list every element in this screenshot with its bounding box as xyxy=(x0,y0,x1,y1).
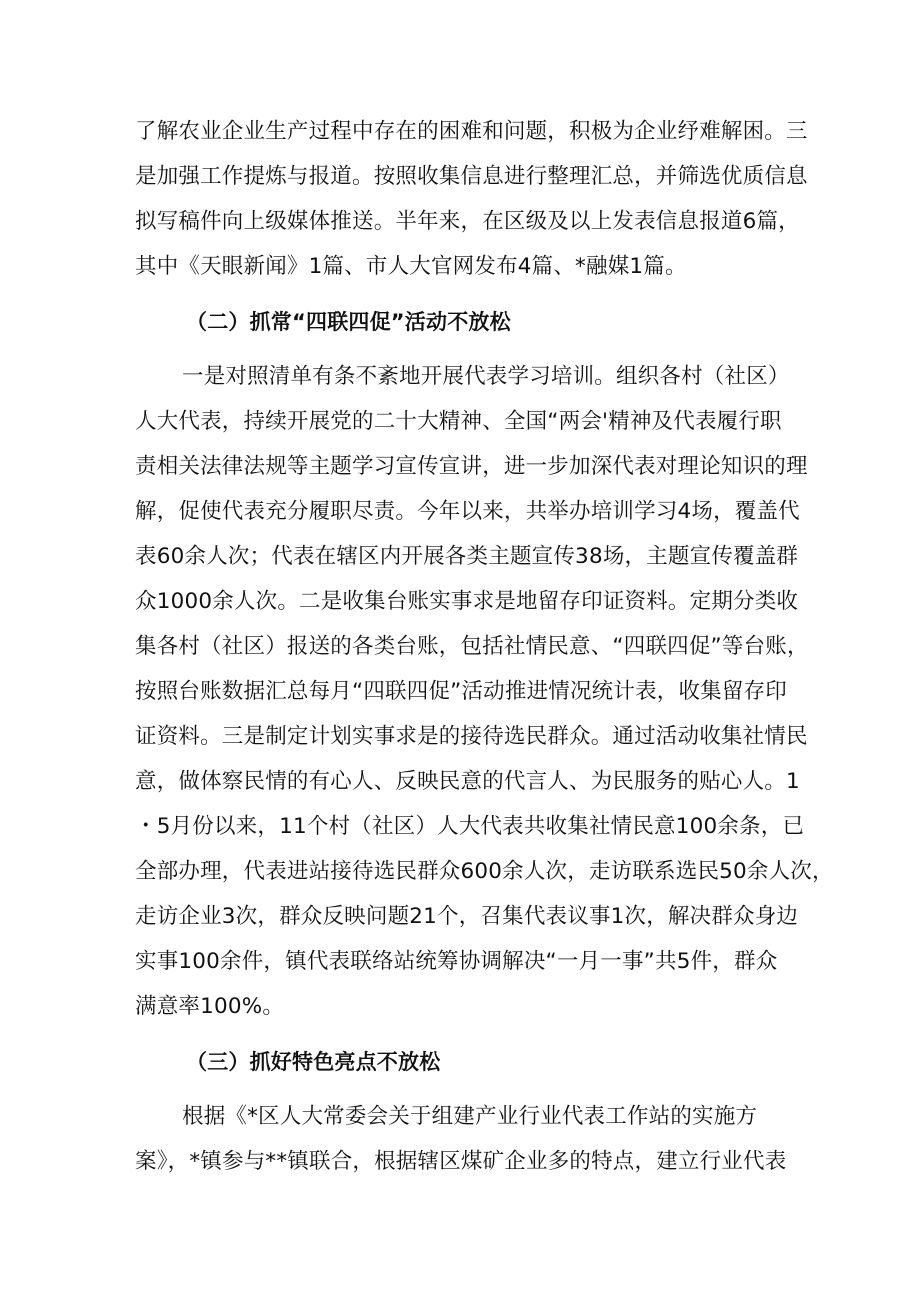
section-heading-2: （二）抓常“四联四促”活动不放松 xyxy=(186,310,511,334)
paragraph-2-line-15: 满意率100%。 xyxy=(135,994,285,1019)
paragraph-2-line-12: 全部办理，代表进站接待选民群众600余人次，走访联系选民50余人次， xyxy=(135,859,834,884)
paragraph-3-line-2: 案》，*镇参与**镇联合，根据辖区煤矿企业多的特点，建立行业代表 xyxy=(135,1149,787,1174)
paragraph-2-line-1: 一是对照清单有条不紊地开展代表学习培训。组织各村（社区） xyxy=(182,364,790,389)
paragraph-2-line-2: 人大代表，持续开展党的二十大精神、全国“两会'精神及代表履行职 xyxy=(135,409,782,434)
paragraph-2-line-3: 责相关法律法规等主题学习宣传宣讲，进一步加深代表对理论知识的理 xyxy=(135,454,808,479)
section-heading-3: （三）抓好特色亮点不放松 xyxy=(186,1050,441,1074)
paragraph-1-line-3: 拟写稿件向上级媒体推送。半年来，在区级及以上发表信息报道6篇， xyxy=(135,209,800,234)
paragraph-2-line-9: 证资料。三是制定计划实事求是的接待选民群众。通过活动收集社情民 xyxy=(135,724,808,749)
paragraph-2-line-14: 实事100余件，镇代表联络站统筹协调解决“一月一事”共5件，群众 xyxy=(135,949,778,974)
paragraph-1-line-1: 了解农业企业生产过程中存在的困难和问题，积极为企业纾难解困。三 xyxy=(135,119,808,144)
paragraph-2-line-6: 众1000余人次。二是收集台账实事求是地留存印证资料。定期分类收 xyxy=(135,589,799,614)
paragraph-2-line-10: 意，做体察民情的有心人、反映民意的代言人、为民服务的贴心人。1 xyxy=(135,769,800,794)
paragraph-2-line-7: 集各村（社区）报送的各类台账，包括社情民意、“四联四促”等台账， xyxy=(135,634,809,659)
paragraph-1-line-4: 其中《天眼新闻》1篇、市人大官网发布4篇、*融媒1篇。 xyxy=(135,254,687,279)
paragraph-3-line-1: 根据《*区人大常委会关于组建产业行业代表工作站的实施方 xyxy=(182,1104,758,1129)
paragraph-2-line-8: 按照台账数据汇总每月“四联四促”活动推进情况统计表，收集留存印 xyxy=(135,679,787,704)
paragraph-2-line-5: 表60余人次；代表在辖区内开展各类主题宣传38场，主题宣传覆盖群 xyxy=(135,544,799,569)
paragraph-2-line-4: 解，促使代表充分履职尽责。今年以来，共举办培训学习4场，覆盖代 xyxy=(135,499,800,524)
paragraph-2-line-11: ・5月份以来，11个村（社区）人大代表共收集社情民意100余条，已 xyxy=(135,814,805,839)
paragraph-2-line-13: 走访企业3次，群众反映问题21个，召集代表议事1次，解决群众身边 xyxy=(135,904,799,929)
paragraph-1-line-2: 是加强工作提炼与报道。按照收集信息进行整理汇总，并筛选优质信息 xyxy=(135,164,808,189)
